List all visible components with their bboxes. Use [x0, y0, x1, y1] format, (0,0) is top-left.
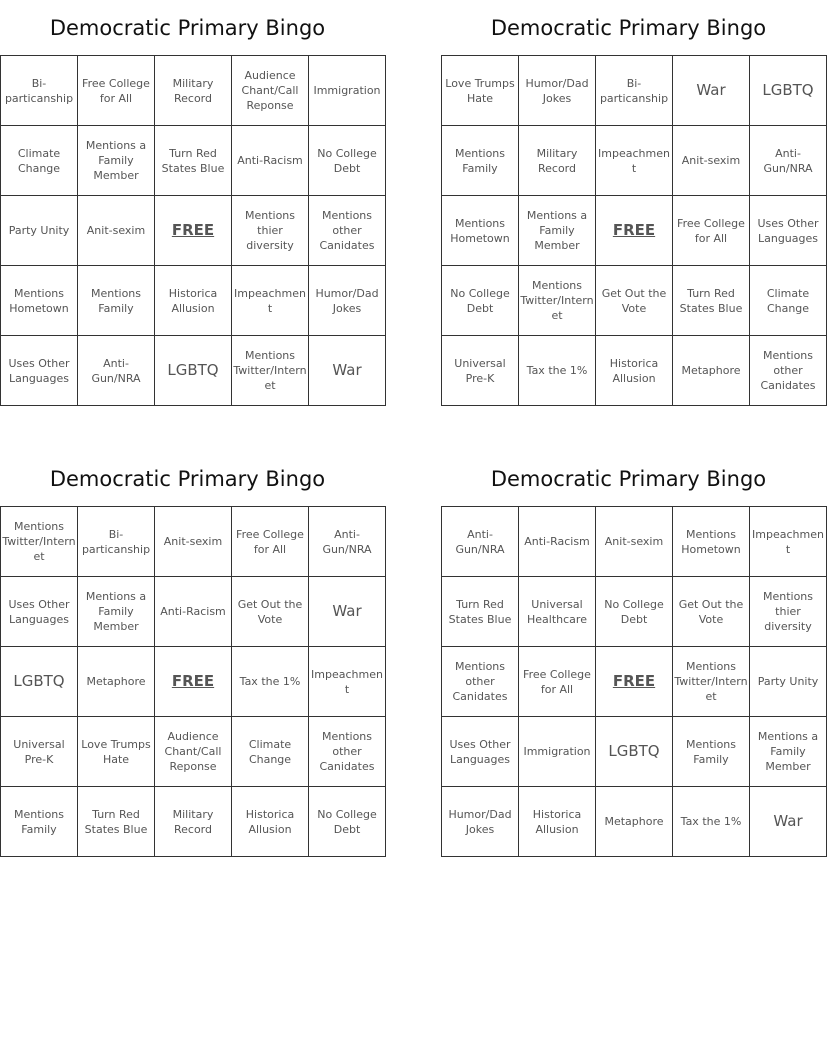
bingo-cell: Turn Red States Blue [155, 126, 232, 196]
bingo-cell: No College Debt [442, 266, 519, 336]
bingo-cell: Anit-sexim [78, 196, 155, 266]
bingo-row [442, 266, 827, 336]
bingo-cell: Military Record [155, 787, 232, 857]
bingo-cell: Mentions Twitter/Internet [1, 507, 78, 577]
bingo-cell: LGBTQ [155, 336, 232, 406]
bingo-row [442, 787, 827, 857]
card-title: Democratic Primary Bingo [49, 16, 326, 40]
bingo-grid [441, 506, 827, 857]
bingo-cell: Uses Other Languages [442, 717, 519, 787]
bingo-row [1, 336, 386, 406]
bingo-cell: Metaphore [673, 336, 750, 406]
bingo-cell: Anit-sexim [155, 507, 232, 577]
bingo-cell: Mentions Hometown [673, 507, 750, 577]
bingo-cell: Anti-Gun/NRA [309, 507, 386, 577]
bingo-cell: Historica Allusion [519, 787, 596, 857]
bingo-cell: Anit-sexim [596, 507, 673, 577]
bingo-row [442, 56, 827, 126]
bingo-card-1 [0, 8, 381, 406]
bingo-row [442, 717, 827, 787]
bingo-cell: LGBTQ [750, 56, 827, 126]
bingo-cell: Tax the 1% [519, 336, 596, 406]
bingo-row [1, 196, 386, 266]
bingo-cell: Get Out the Vote [596, 266, 673, 336]
bingo-grid [0, 55, 386, 406]
bingo-cell: Anti-Gun/NRA [750, 126, 827, 196]
bingo-cell: Immigration [519, 717, 596, 787]
bingo-cell: Turn Red States Blue [442, 577, 519, 647]
bingo-cell: Tax the 1% [232, 647, 309, 717]
bingo-cell: Mentions other Canidates [309, 196, 386, 266]
bingo-cell: Mentions Twitter/Internet [519, 266, 596, 336]
bingo-cell: Mentions other Canidates [750, 336, 827, 406]
bingo-cell: No College Debt [309, 787, 386, 857]
bingo-row [1, 647, 386, 717]
bingo-cell: Uses Other Languages [750, 196, 827, 266]
bingo-row [442, 647, 827, 717]
bingo-cell: War [673, 56, 750, 126]
bingo-cell: Get Out the Vote [232, 577, 309, 647]
bingo-cell: Party Unity [1, 196, 78, 266]
bingo-free-cell: FREE [596, 647, 673, 717]
bingo-cell: No College Debt [309, 126, 386, 196]
bingo-free-cell: FREE [596, 196, 673, 266]
bingo-cell: Tax the 1% [673, 787, 750, 857]
bingo-cell: Historica Allusion [155, 266, 232, 336]
bingo-cell: Mentions Family [78, 266, 155, 336]
bingo-cell: Universal Pre-K [1, 717, 78, 787]
bingo-cell: Mentions Hometown [1, 266, 78, 336]
bingo-cell: Anti-Racism [232, 126, 309, 196]
bingo-cell: Mentions Family [1, 787, 78, 857]
bingo-cell: Humor/Dad Jokes [442, 787, 519, 857]
card-title: Democratic Primary Bingo [490, 16, 767, 40]
bingo-cell: War [750, 787, 827, 857]
bingo-row [442, 507, 827, 577]
bingo-cell: Climate Change [750, 266, 827, 336]
bingo-cell: Humor/Dad Jokes [309, 266, 386, 336]
bingo-cell: Humor/Dad Jokes [519, 56, 596, 126]
bingo-cell: Military Record [155, 56, 232, 126]
bingo-cell: Free College for All [232, 507, 309, 577]
bingo-cell: War [309, 336, 386, 406]
bingo-cell: Impeachment [232, 266, 309, 336]
bingo-cell: Climate Change [1, 126, 78, 196]
bingo-cell: Mentions Family [442, 126, 519, 196]
bingo-cell: Bi-particanship [78, 507, 155, 577]
bingo-row [1, 56, 386, 126]
bingo-cell: Metaphore [596, 787, 673, 857]
bingo-row [1, 266, 386, 336]
bingo-row [1, 717, 386, 787]
bingo-cell: Mentions Twitter/Internet [232, 336, 309, 406]
bingo-row [442, 336, 827, 406]
bingo-cell: Bi-particanship [1, 56, 78, 126]
bingo-row [442, 126, 827, 196]
bingo-cell: Anit-sexim [673, 126, 750, 196]
bingo-cell: Party Unity [750, 647, 827, 717]
bingo-cell: Uses Other Languages [1, 577, 78, 647]
bingo-cell: War [309, 577, 386, 647]
bingo-row [1, 507, 386, 577]
bingo-cell: Audience Chant/Call Reponse [232, 56, 309, 126]
bingo-cell: Mentions Family [673, 717, 750, 787]
bingo-cell: No College Debt [596, 577, 673, 647]
bingo-cell: Mentions Hometown [442, 196, 519, 266]
bingo-cell: LGBTQ [1, 647, 78, 717]
bingo-cell: Free College for All [519, 647, 596, 717]
bingo-cell: Immigration [309, 56, 386, 126]
bingo-cell: Free College for All [673, 196, 750, 266]
bingo-cell: Love Trumps Hate [442, 56, 519, 126]
bingo-cell: Universal Healthcare [519, 577, 596, 647]
bingo-cell: Mentions other Canidates [442, 647, 519, 717]
bingo-cell: Anti-Racism [155, 577, 232, 647]
bingo-cell: Climate Change [232, 717, 309, 787]
bingo-cell: Mentions a Family Member [519, 196, 596, 266]
bingo-row [1, 126, 386, 196]
bingo-cell: Metaphore [78, 647, 155, 717]
bingo-cell: Bi-particanship [596, 56, 673, 126]
bingo-cell: Universal Pre-K [442, 336, 519, 406]
bingo-free-cell: FREE [155, 196, 232, 266]
bingo-cell: Impeachment [596, 126, 673, 196]
bingo-grid [441, 55, 827, 406]
bingo-cell: Free College for All [78, 56, 155, 126]
bingo-cell: Anti-Racism [519, 507, 596, 577]
bingo-row [442, 196, 827, 266]
bingo-cell: Get Out the Vote [673, 577, 750, 647]
bingo-card-2 [441, 8, 819, 406]
bingo-card-4 [441, 459, 824, 857]
bingo-row [442, 577, 827, 647]
card-title: Democratic Primary Bingo [490, 467, 767, 491]
bingo-cell: Uses Other Languages [1, 336, 78, 406]
bingo-row [1, 787, 386, 857]
bingo-cell: Love Trumps Hate [78, 717, 155, 787]
bingo-cell: Mentions thier diversity [232, 196, 309, 266]
bingo-cell: Mentions a Family Member [78, 577, 155, 647]
bingo-cell: Audience Chant/Call Reponse [155, 717, 232, 787]
bingo-row [1, 577, 386, 647]
bingo-cell: Historica Allusion [232, 787, 309, 857]
bingo-cell: Military Record [519, 126, 596, 196]
bingo-card-3 [0, 459, 383, 857]
bingo-cell: Historica Allusion [596, 336, 673, 406]
bingo-cell: Mentions thier diversity [750, 577, 827, 647]
bingo-cell: LGBTQ [596, 717, 673, 787]
bingo-cell: Mentions other Canidates [309, 717, 386, 787]
bingo-cell: Mentions a Family Member [78, 126, 155, 196]
bingo-free-cell: FREE [155, 647, 232, 717]
bingo-cell: Anti-Gun/NRA [78, 336, 155, 406]
bingo-cell: Anti-Gun/NRA [442, 507, 519, 577]
bingo-cell: Impeachment [750, 507, 827, 577]
bingo-cell: Impeachment [309, 647, 386, 717]
card-title: Democratic Primary Bingo [49, 467, 326, 491]
bingo-cell: Mentions Twitter/Internet [673, 647, 750, 717]
bingo-cell: Turn Red States Blue [673, 266, 750, 336]
bingo-cell: Mentions a Family Member [750, 717, 827, 787]
bingo-grid [0, 506, 386, 857]
bingo-cell: Turn Red States Blue [78, 787, 155, 857]
